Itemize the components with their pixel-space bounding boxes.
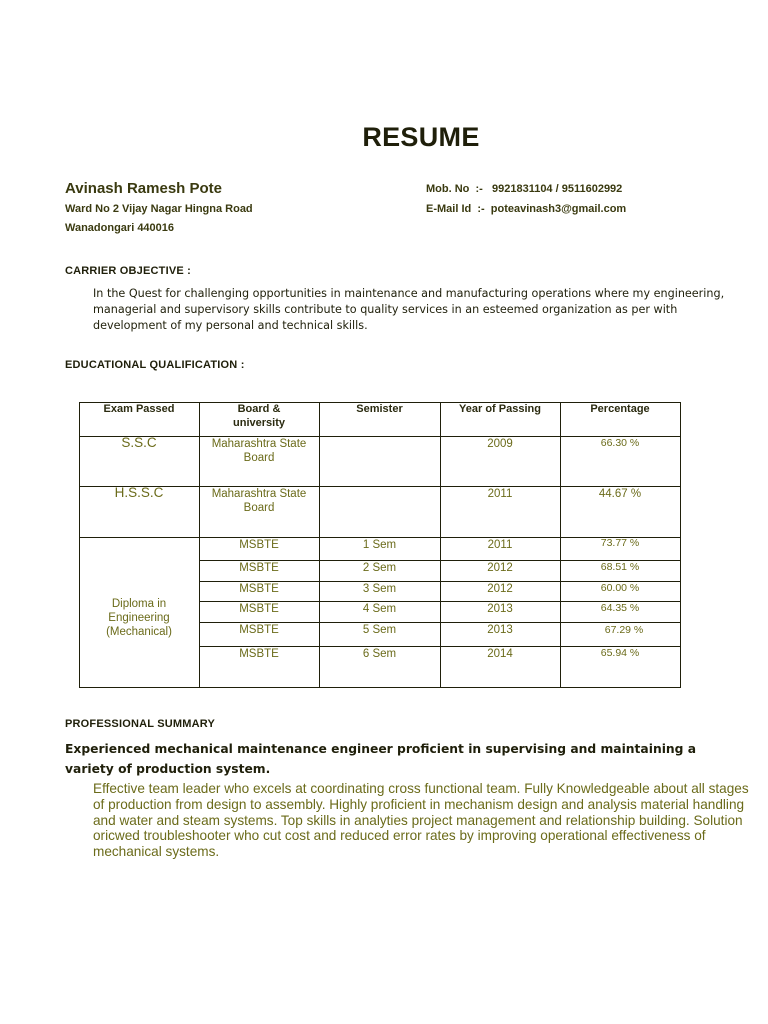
mobile-number: Mob. No :- 9921831104 / 9511602992 <box>426 183 623 195</box>
header-percentage: Percentage <box>590 403 650 415</box>
address-line-1: Ward No 2 Vijay Nagar Hingna Road <box>65 203 253 215</box>
diploma-label: Diploma in Engineering (Mechanical) <box>106 598 172 638</box>
diploma-row-percentage: 73.77 % <box>600 537 640 549</box>
header-board-university: Board & university <box>233 403 285 429</box>
objective-text: In the Quest for challenging opportunities in maintenance and manufacturing operations where my engineering, managerial and supervisory skills contribute to quality services in an esteemed organization as per with development of my personal and technical skills. <box>93 287 725 332</box>
objective-heading: CARRIER OBJECTIVE : <box>65 265 192 277</box>
hssc-year: 2011 <box>487 488 513 500</box>
professional-summary-heading: PROFESSIONAL SUMMARY <box>65 718 216 730</box>
diploma-row-year: 2013 <box>487 603 513 615</box>
diploma-row-sem: 6 Sem <box>362 648 397 660</box>
ssc-board: Maharashtra State Board <box>211 438 307 464</box>
header-semister: Semister <box>356 403 403 415</box>
diploma-row-board: MSBTE <box>239 583 279 595</box>
diploma-row-sem: 3 Sem <box>362 583 397 595</box>
applicant-name: Avinash Ramesh Pote <box>65 180 222 197</box>
diploma-row-sem: 5 Sem <box>362 624 397 636</box>
diploma-row-year: 2011 <box>487 539 513 551</box>
diploma-row-percentage: 60.00 % <box>600 582 640 594</box>
diploma-row-year: 2014 <box>487 648 513 660</box>
professional-summary-subheading: Experienced mechanical maintenance engineer proficient in supervising and maintaining a variety of production system. <box>65 742 697 776</box>
diploma-row-sem: 1 Sem <box>362 539 397 551</box>
diploma-row-year: 2012 <box>487 583 513 595</box>
diploma-row-percentage: 65.94 % <box>600 647 640 659</box>
professional-summary-text: Effective team leader who excels at coordinating cross functional team. Fully Knowledgeable about all stages of production from design to assembly. Highly proficient in mechanism design and analysis material handling and water and steam systems. Top skills in analyties project management and relationship building. Solution oricwed troubleshooter who cut cost and reduced error rates by improving operational effectiveness of mechanical systems. <box>93 781 749 860</box>
address-line-2: Wanadongari 440016 <box>65 222 175 234</box>
diploma-row-board: MSBTE <box>239 603 279 615</box>
diploma-row-percentage: 68.51 % <box>600 561 640 573</box>
hssc-board: Maharashtra State Board <box>211 488 307 514</box>
diploma-row-board: MSBTE <box>239 648 279 660</box>
diploma-row-year: 2013 <box>487 624 513 636</box>
diploma-row-board: MSBTE <box>239 624 279 636</box>
header-year-of-passing: Year of Passing <box>459 403 541 415</box>
page-title: RESUME <box>362 122 480 152</box>
education-heading: EDUCATIONAL QUALIFICATION : <box>65 359 245 371</box>
diploma-row-percentage: 67.29 % <box>604 624 644 636</box>
diploma-row-sem: 4 Sem <box>362 603 397 615</box>
diploma-row-board: MSBTE <box>239 539 279 551</box>
diploma-row-sem: 2 Sem <box>362 562 397 574</box>
diploma-row-percentage: 64.35 % <box>600 602 640 614</box>
education-table <box>79 402 681 688</box>
header-exam-passed: Exam Passed <box>103 403 175 415</box>
hssc-percentage: 44.67 % <box>598 488 642 500</box>
ssc-year: 2009 <box>487 438 513 450</box>
ssc-percentage: 66.30 % <box>600 437 640 449</box>
diploma-row-board: MSBTE <box>239 562 279 574</box>
hssc-exam: H.S.S.C <box>114 485 164 500</box>
email-address: E-Mail Id :- poteavinash3@gmail.com <box>426 203 627 215</box>
diploma-row-year: 2012 <box>487 562 513 574</box>
ssc-exam: S.S.C <box>121 435 157 450</box>
